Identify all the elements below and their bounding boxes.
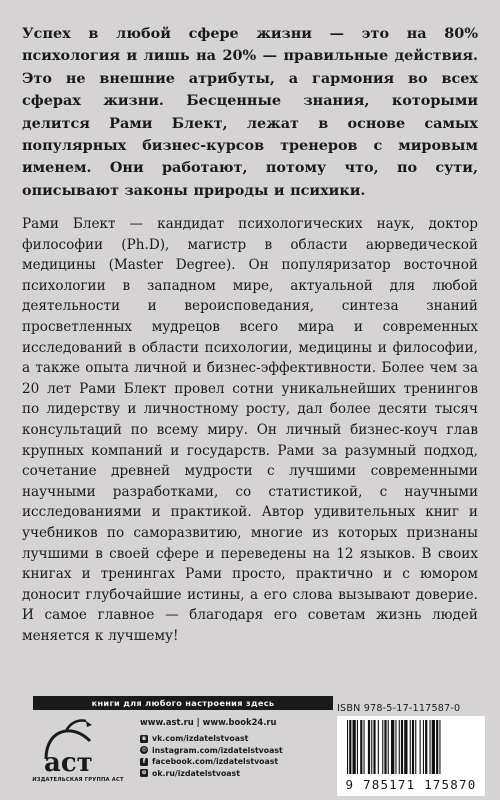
publisher-footer — [0, 685, 500, 800]
barcode-bar — [412, 720, 414, 774]
barcode-bar — [395, 720, 396, 774]
barcode-bar — [388, 720, 389, 774]
barcode-bar — [349, 720, 351, 774]
barcode-digits: 9 785171 175870 — [345, 777, 477, 792]
social-links — [140, 733, 340, 779]
barcode-bar — [439, 720, 440, 774]
ast-logo-icon — [32, 715, 124, 777]
publisher-caption: ИЗДАТЕЛЬСКАЯ ГРУППА АСТ — [32, 777, 124, 783]
social-link-instagram — [140, 745, 340, 757]
social-link-vk — [140, 733, 340, 745]
barcode-bar — [401, 720, 403, 774]
barcode-bar — [399, 720, 400, 774]
publisher-logo-text: аст — [44, 748, 93, 777]
facebook-icon: f — [140, 758, 148, 766]
lead-paragraph: Успех в любой сфере жизни — это на 80% психология и лишь на 20% — правильные действия. Это не внешние атрибуты, а гармония во всех сферах жизни. Бесценные знания, которыми делится Рами Блект, лежат в основе самых популярных бизнес-курсов тренеров с мировым именем. Они работают, потому что, по сути, описывают законы природы и психики. — [22, 25, 478, 199]
barcode-bar — [415, 720, 416, 774]
barcode-bar — [373, 720, 375, 774]
barcode-bar — [384, 720, 386, 774]
barcode-bar — [382, 720, 383, 774]
social-link-text: ok.ru/izdatelstvoast — [152, 768, 240, 778]
author-bio-paragraph: Рами Блект — кандидат психологических наук, доктор философии (Ph.D), магистр в области аюрведической медицины (Master Degree). Он популяризатор восточной психологии в западном мире, актуальной для любой деятельности и вероисповедания, синтеза знаний просветленных мудрецов всего мира и современных исследований в области психологии, медицины и философии, а также опыта личной и бизнес-эффективности. Более чем за 20 лет Рами Блект провел сотни уникальнейших тренингов по лидерству и личностному росту, дал более десяти тысяч консультаций по всему миру. Он личный бизнес-коуч глав крупных компаний и государств. Рами за разумный подход, сочетание древней мудрости с лучшими современными научными разработками, со статистикой, с научными исследованиями и практикой. Автор удивительных книг и учебников по саморазвитию, многие из которых признаны лучшими в своей сфере и переведены на 12 языков. В своих книгах и тренингах Рами просто, практично и с юмором доносит глубочайшие истины, а его слова вызывают доверие. И самое главное — благодаря его советам жизнь людей меняется к лучшему! — [22, 216, 478, 644]
barcode-bar — [360, 720, 362, 774]
social-link-text: vk.com/izdatelstvoast — [152, 734, 249, 744]
barcode-bars — [337, 716, 485, 778]
barcode-bar — [430, 720, 431, 774]
social-link-ok — [140, 768, 340, 780]
barcode — [337, 716, 485, 796]
slogan-banner: книги для любого настроения здесь — [33, 696, 333, 710]
social-link-text: facebook.com/izdatelstvoast — [152, 757, 279, 767]
ast-logo — [32, 715, 124, 785]
barcode-bar — [410, 720, 411, 774]
barcode-bar — [404, 720, 407, 774]
barcode-bar — [423, 720, 424, 774]
barcode-bar — [425, 720, 427, 774]
barcode-bar — [368, 720, 370, 774]
barcode-bar — [353, 720, 356, 774]
barcode-bar — [364, 720, 365, 774]
barcode-bar — [357, 720, 358, 774]
barcode-bar — [347, 720, 348, 774]
websites: www.ast.ru | www.book24.ru — [140, 717, 277, 727]
social-link-text: instagram.com/izdatelstvoast — [152, 745, 283, 755]
barcode-bar — [391, 720, 394, 774]
isbn-label: ISBN 978-5-17-117587-0 — [337, 703, 461, 714]
barcode-bar — [371, 720, 372, 774]
barcode-bar — [432, 720, 435, 774]
instagram-icon: ◎ — [141, 746, 147, 754]
barcode-bar — [436, 720, 438, 774]
barcode-bar — [378, 720, 379, 774]
vk-icon: в — [140, 735, 148, 743]
social-link-facebook — [140, 756, 340, 768]
barcode-bar — [420, 720, 421, 774]
odnoklassniki-icon: о — [141, 769, 147, 777]
